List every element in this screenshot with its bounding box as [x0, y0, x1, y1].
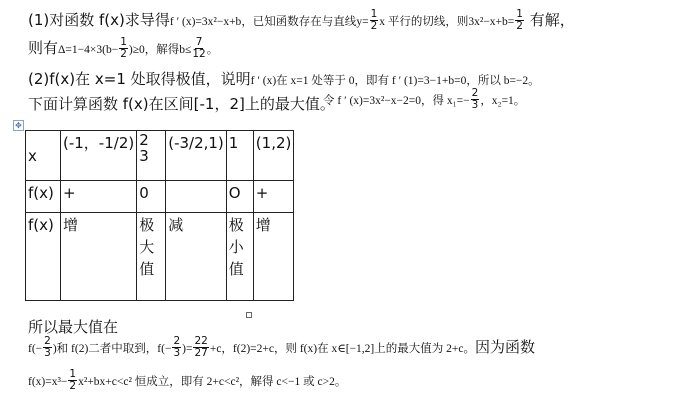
table-cell: (-1，-1/2)	[61, 131, 137, 181]
formula: ，x₂=1。	[480, 95, 526, 107]
table-cell: O	[226, 181, 253, 213]
fraction: $\frac{1}{2}$	[120, 36, 127, 60]
table-cell	[166, 181, 227, 213]
formula: Δ=1−4×3(b−	[58, 44, 119, 56]
table-cell: 增	[61, 213, 137, 301]
formula: +c，f(2)=2+c，则 f(x)在 x∈[−1,2]上的最大值为 2+c。	[209, 343, 475, 355]
fraction: $\frac{1}{2}$	[516, 8, 523, 32]
fraction: $\frac{1}{2}$	[69, 368, 77, 392]
formula: f(x)=x³−	[28, 376, 68, 388]
line-1	[28, 9, 575, 32]
formula: f ′ (x)=3x²−x+b	[169, 16, 242, 28]
text: 所以最大值在	[28, 318, 119, 336]
table-row	[26, 213, 294, 301]
formula: )和 f(2)二者中取到，f(−	[52, 343, 172, 355]
formula: y=	[356, 16, 369, 28]
line-5	[28, 316, 118, 337]
table-cell: 2 3	[137, 131, 166, 181]
table-cell: f(x)	[26, 181, 61, 213]
line-6	[28, 336, 535, 359]
text: x 平行的切线，则	[379, 16, 469, 28]
formula: 令 f ′ (x)=3x²−x−2=0，得 x₁=−	[323, 95, 470, 107]
line-3	[28, 68, 540, 89]
fraction: $\frac{2}{3}$	[471, 87, 479, 111]
formula: )≥0，解得	[128, 44, 180, 56]
fraction: $\frac{2}{3}$	[173, 335, 181, 359]
line-2	[28, 37, 218, 60]
table-cell: f(x)	[26, 213, 61, 301]
table-cell: 减	[166, 213, 227, 301]
table-row	[26, 181, 294, 213]
formula: f(−	[28, 343, 43, 355]
line-4-formula	[323, 88, 525, 111]
variation-table	[25, 130, 294, 301]
table-cell: x	[26, 131, 61, 181]
table-cell: 极 大 值	[137, 213, 166, 301]
formula: f ′ (x)在 x=1 处等于 0，即有 f ′ (1)=3−1+b=0，所以 b=−2。	[250, 75, 540, 87]
text: 。	[206, 44, 219, 56]
table-move-handle-icon[interactable]: ✥	[13, 120, 24, 131]
table-cell: (1,2)	[253, 131, 294, 181]
text: ，已知函数存在与直线	[241, 16, 357, 28]
table-cell: 增	[253, 213, 294, 301]
table-cell: 0	[137, 181, 166, 213]
text: 下面计算函数 f(x)在区间[-1，2]上的最大值。	[28, 95, 335, 113]
table-cell: 1	[226, 131, 253, 181]
formula: 3x²−x+b=	[468, 16, 515, 28]
table-cell: +	[61, 181, 137, 213]
fraction: $\frac{22}{27}$	[194, 335, 208, 359]
table-row	[26, 131, 294, 181]
text: 因为函数	[474, 338, 535, 356]
text: (2)f(x)在 x=1 处取得极值，说明	[28, 70, 251, 88]
text: 则有	[28, 39, 59, 57]
text: (1)对函数 f(x)求导得	[28, 11, 170, 29]
text: 有解，	[524, 11, 575, 29]
table-resize-handle[interactable]	[246, 312, 252, 318]
fraction: $\frac{7}{12}$	[192, 36, 206, 60]
fraction: $\frac{2}{3}$	[44, 335, 51, 359]
formula: x²+bx+c<c² 恒成立，即有 2+c<c²，解得 c<−1 或 c>2。	[78, 376, 347, 388]
fraction: $\frac{1}{2}$	[370, 8, 378, 32]
line-4	[28, 93, 335, 114]
table-cell: +	[253, 181, 294, 213]
table-cell: 极 小 值	[226, 213, 253, 301]
line-7	[28, 369, 346, 392]
formula: )=	[182, 343, 193, 355]
formula: b≤	[179, 44, 192, 56]
table-cell: (-3/2,1)	[166, 131, 227, 181]
